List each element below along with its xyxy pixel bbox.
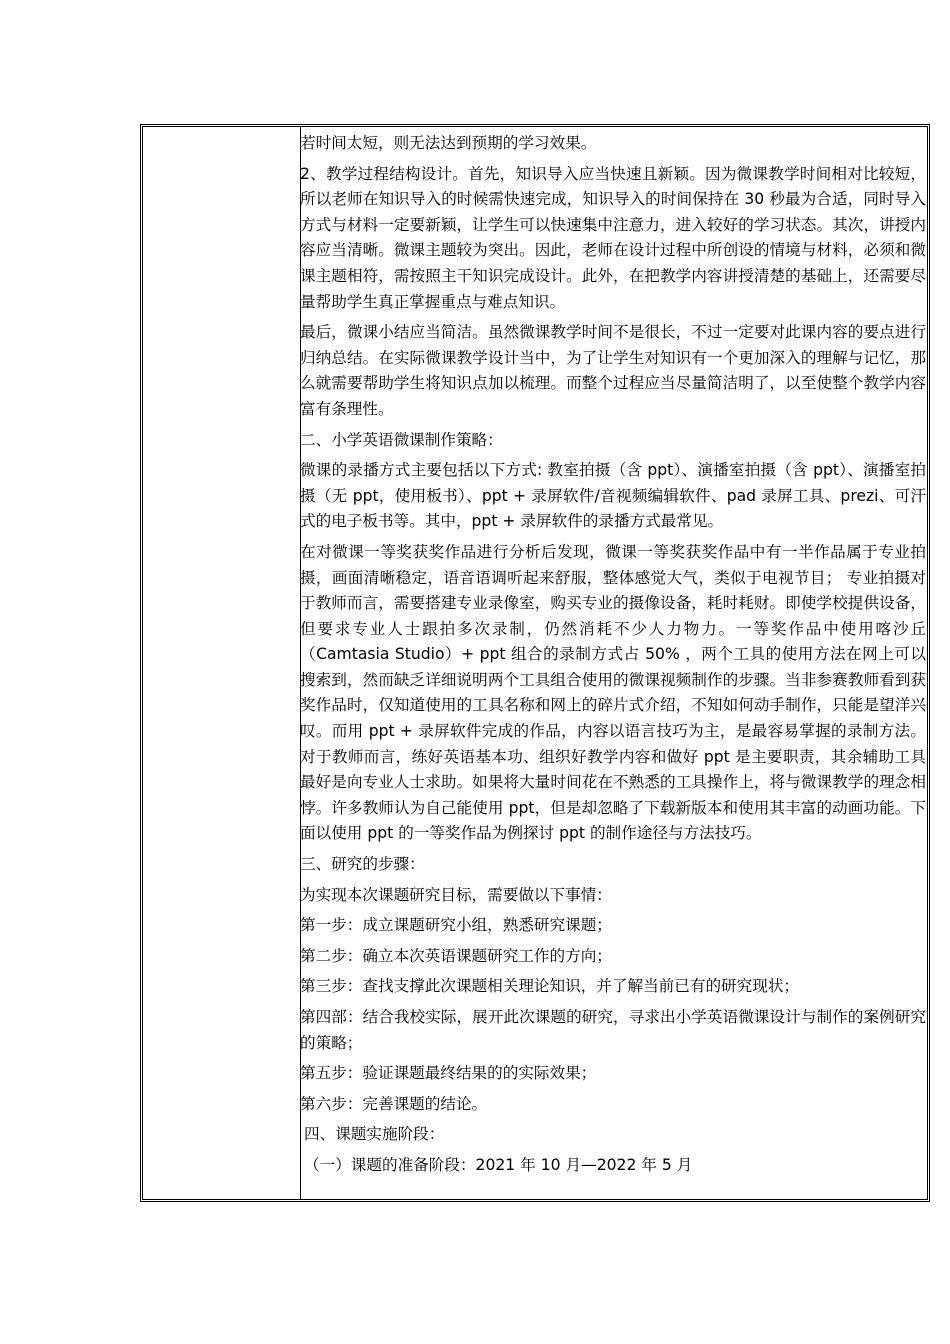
- step-one: 第一步：成立课题研究小组，熟悉研究课题；: [300, 916, 612, 935]
- paragraph-process-design: 2、教学过程结构设计。首先，知识导入应当快速且新颖。因为微课教学时间相对比较短，所以老师在知识导入的时候需快速完成，知识导入的时间保持在 30 秒最为合适，同时导入方式与材料一定要新颖，让学生可以快速集中注意力，进入较好的学习状态。其次，讲授内容应当清晰。微课主题较为突出。因此，老师在设计过程中所创设的情境与材料，必须和微课主题相符，需按照主干知识完成设计。此外，在把教学内容讲授清楚的基础上，还需要尽量帮助学生真正掌握重点与难点知识。: [300, 164, 926, 311]
- paragraph-summary: 最后，微课小结应当简洁。虽然微课教学时间不是很长，不过一定要对此课内容的要点进行归纳总结。在实际微课教学设计当中，为了让学生对知识有一个更加深入的理解与记忆，那么就需要帮助学生将知识点加以梳理。而整个过程应当尽量简洁明了，以至使整个教学内容富有条理性。: [300, 323, 926, 418]
- step-six: 第六步：完善课题的结论。: [300, 1094, 488, 1113]
- stage-preparation: （一）课题的准备阶段：2021 年 10 月—2022 年 5 月: [304, 1155, 693, 1174]
- table-content-cell: [300, 131, 926, 1179]
- table-left-cell: [143, 127, 301, 1199]
- step-two: 第二步：确立本次英语课题研究工作的方向；: [300, 946, 612, 965]
- paragraph-research-goal: 为实现本次课题研究目标，需要做以下事情：: [300, 885, 612, 904]
- paragraph-time-short: 若时间太短，则无法达到预期的学习效果。: [300, 134, 597, 152]
- step-five: 第五步：验证课题最终结果的的实际效果；: [300, 1064, 597, 1083]
- heading-implementation-stages: 四、课题实施阶段：: [304, 1125, 445, 1144]
- heading-production-strategy: 二、小学英语微课制作策略：: [300, 430, 503, 449]
- step-four: 第四部：结合我校实际，展开此次课题的研究，寻求出小学英语微课设计与制作的案例研究的策略；: [300, 1008, 926, 1052]
- paragraph-award-analysis: 在对微课一等奖获奖作品进行分析后发现，微课一等奖获奖作品中有一半作品属于专业拍摄，画面清晰稳定，语音语调听起来舒服，整体感觉大气，类似于电视节目； 专业拍摄对于教师而言，需要搭建专业录像室，购买专业的摄像设备，耗时耗财。即使学校提供设备，但要求专业人士跟拍多次录制，仍然消耗不少人力物力。一等奖作品中使用喀沙丘（Camtasia Studio）+ ppt 组合的录制方式占 50% ，两个工具的使用方法在网上可以搜索到，然而缺乏详细说明两个工具组合使用的微课视频制作的步骤。当非参赛教师看到获奖作品时，仅知道使用的工具名称和网上的碎片式介绍，不知如何动手制作，只能是望洋兴叹。而用 ppt + 录屏软件完成的作品，内容以语言技巧为主，是最容易掌握的录制方法。对于教师而言，练好英语基本功、组织好教学内容和做好 ppt 是主要职责，其余辅助工具最好是向专业人士求助。如果将大量时间花在不熟悉的工具操作上，将与微课教学的理念相悖。许多教师认为自己能使用 ppt，但是却忽略了下载新版本和使用其丰富的动画功能。下面以使用 ppt 的一等奖作品为例探讨 ppt 的制作途径与方法技巧。: [300, 542, 926, 843]
- paragraph-recording-methods: 微课的录播方式主要包括以下方式: 教室拍摄（含 ppt）、演播室拍摄（含 ppt）、演播室拍摄（无 ppt，使用板书）、ppt + 录屏软件/音视频编辑软件、pad 录屏工具、prezi、可汗式的电子板书等。其中，ppt + 录屏软件的录播方式最常见。: [300, 461, 926, 531]
- step-three: 第三步：查找支撑此次课题相关理论知识，并了解当前已有的研究现状；: [300, 977, 800, 996]
- heading-research-steps: 三、研究的步骤：: [300, 855, 425, 874]
